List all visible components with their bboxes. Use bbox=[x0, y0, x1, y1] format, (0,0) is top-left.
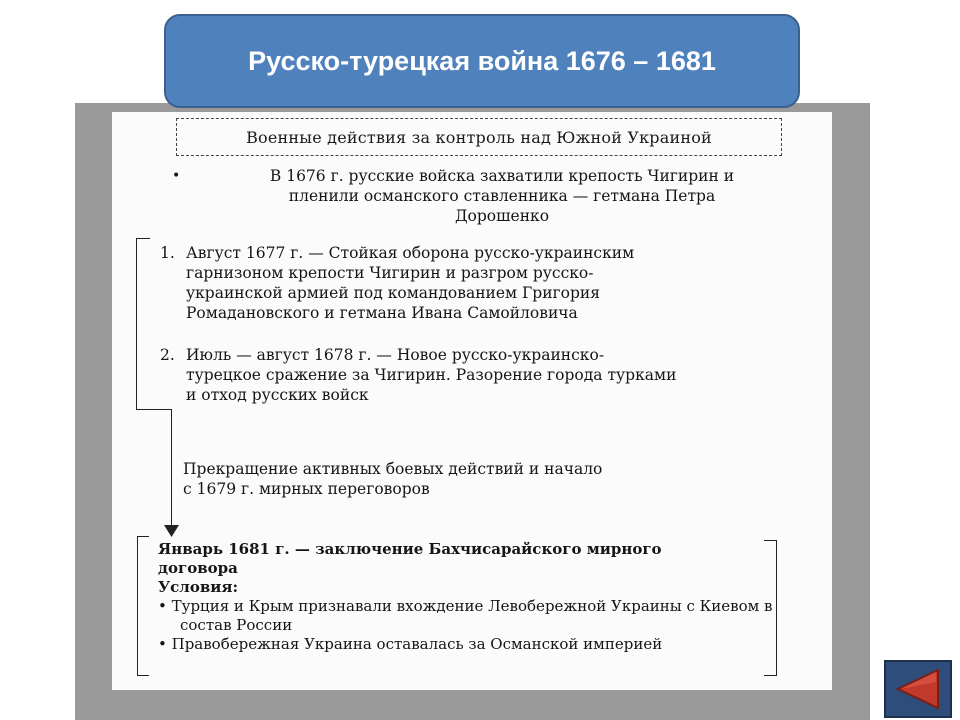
scheme-header bbox=[176, 118, 782, 156]
condition-item: • Турция и Крым признавали вхождение Левобережной Украины с Киевом в состав России bbox=[158, 597, 773, 634]
condition-item: • Правобережная Украина оставалась за Османской империей bbox=[158, 635, 663, 653]
step-number: 1. bbox=[160, 244, 175, 262]
step-line: Август 1677 г. — Стойкая оборона русско-украинским bbox=[186, 244, 635, 262]
step-line: Ромадановского и гетмана Ивана Самойловича bbox=[186, 304, 578, 322]
bracket-left bbox=[136, 238, 137, 410]
ceasefire-line: Прекращение активных боевых действий и начало bbox=[183, 460, 603, 478]
ceasefire-note bbox=[183, 459, 783, 499]
previous-slide-button[interactable] bbox=[884, 660, 952, 718]
slide-title-text: Русско-турецкая война 1676 – 1681 bbox=[248, 45, 716, 76]
step-line: и отход русских войск bbox=[186, 386, 369, 404]
bracket-bottom bbox=[136, 409, 172, 410]
step-line: Июль — август 1678 г. — Новое русско-украинско- bbox=[186, 346, 605, 364]
step-number: 2. bbox=[160, 346, 175, 364]
intro-line: Дорошенко bbox=[454, 207, 550, 225]
treaty-bracket-right-bottom bbox=[764, 675, 776, 676]
treaty-bracket-left bbox=[137, 536, 138, 676]
step-1 bbox=[160, 243, 820, 323]
flow-arrow-line bbox=[171, 409, 172, 531]
step-line: турецкое сражение за Чигирин. Разорение города турками bbox=[186, 366, 677, 384]
treaty-title-line: договора bbox=[158, 559, 238, 577]
flow-arrow-head-icon bbox=[164, 525, 179, 537]
scheme-header-text: Военные действия за контроль над Южной Украиной bbox=[246, 127, 712, 147]
intro-bullet-item bbox=[172, 166, 832, 226]
treaty-title-line: Январь 1681 г. — заключение Бахчисарайского мирного bbox=[158, 540, 662, 558]
treaty-bracket-left-top bbox=[137, 536, 149, 537]
slide-title bbox=[164, 14, 800, 108]
step-line: украинской армией под командованием Григория bbox=[186, 284, 601, 302]
conditions-label: Условия: bbox=[158, 578, 239, 596]
step-2 bbox=[160, 345, 830, 405]
triangle-left-icon bbox=[886, 662, 950, 716]
treaty-block bbox=[158, 540, 798, 654]
ceasefire-line: с 1679 г. мирных переговоров bbox=[183, 480, 430, 498]
bracket-top bbox=[136, 238, 150, 239]
bullet-dot: • bbox=[172, 168, 181, 184]
treaty-bracket-left-bottom bbox=[137, 675, 149, 676]
intro-line: пленили османского ставленника — гетмана Петра bbox=[288, 187, 716, 205]
step-line: гарнизоном крепости Чигирин и разгром русско- bbox=[186, 264, 594, 282]
intro-line: В 1676 г. русские войска захватили крепость Чигирин и bbox=[269, 167, 735, 185]
